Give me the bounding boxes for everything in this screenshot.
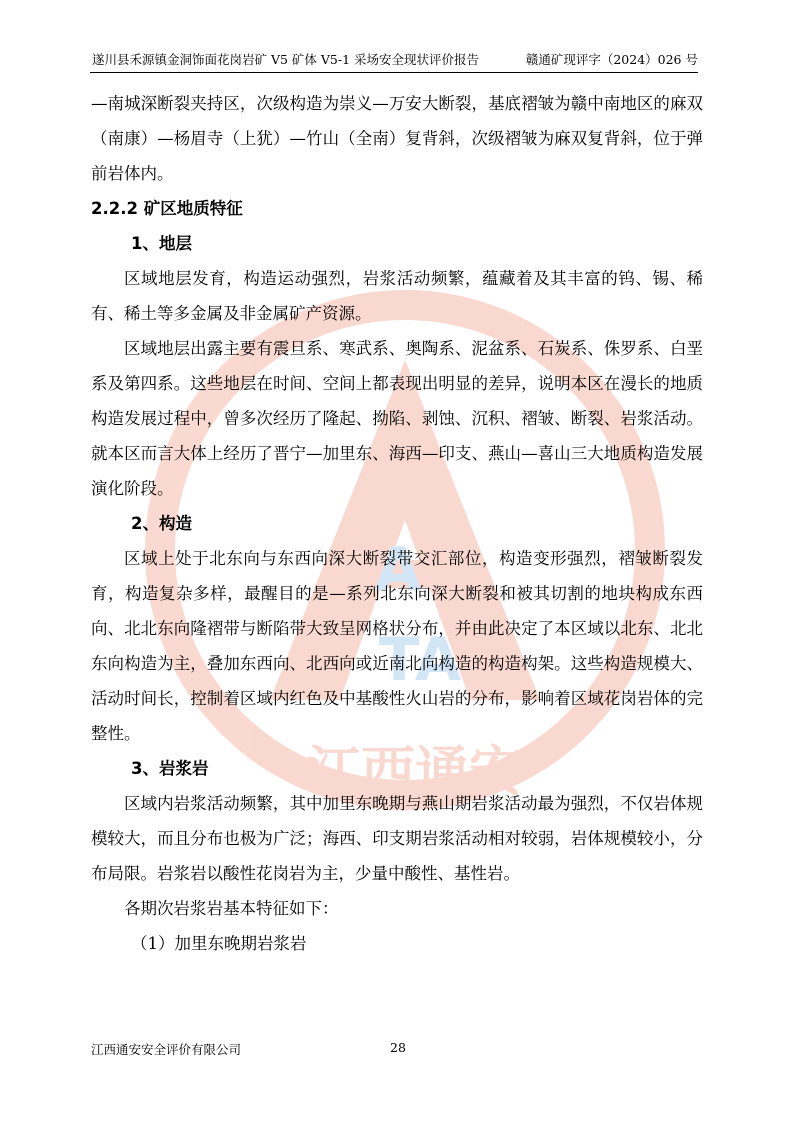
- paragraph-strata-2: 区域地层出露主要有震旦系、寒武系、奥陶系、泥盆系、石炭系、侏罗系、白垩系及第四系。这些地层在时间、空间上都表现出明显的差异，说明本区在漫长的地质构造发展过程中，曾多次经历了隆起、拗陷、剥蚀、沉积、褶皱、断裂、岩浆活动。就本区而言大体上经历了晋宁—加里东、海西—印支、燕山—喜山三大地质构造发展演化阶段。: [91, 339, 703, 498]
- paragraph-regional-structure: —南城深断裂夹持区，次级构造为崇义—万安大断裂，基底褶皱为赣中南地区的麻双（南康）—杨眉寺（上犹）—竹山（全南）复背斜，次级褶皱为麻双复背斜，位于弹前岩体内。: [91, 94, 703, 183]
- paragraph-magmatic-2: 各期次岩浆岩基本特征如下：: [124, 899, 339, 918]
- svg-text:TA: TA: [378, 625, 462, 695]
- subheading-structure: 2、构造: [131, 514, 192, 533]
- subitem-caledonian: （1）加里东晚期岩浆岩: [131, 934, 307, 953]
- svg-text:A: A: [374, 535, 422, 605]
- paragraph-structure: 区域上处于北东向与东西向深大断裂带交汇部位，构造变形强烈，褶皱断裂发育，构造复杂多样，最醒目的是—系列北东向深大断裂和被其切割的地块构成东西向、北北东向隆褶带与断陷带大致呈网格状分布，并由此决定了本区域以北东、北北东向构造为主，叠加东西向、北西向或近南北向构造的构造构架。这些构造规模大、活动时间长，控制着区域内红色及中基酸性火山岩的分布，影响着区域花岗岩体的完整性。: [91, 549, 703, 743]
- footer-company: 江西通安安全评价有限公司: [91, 1042, 242, 1057]
- page-number: 28: [390, 1040, 406, 1055]
- section-heading-mine-geology: 2.2.2 矿区地质特征: [91, 199, 243, 218]
- subheading-strata: 1、地层: [131, 234, 192, 253]
- page-header: [90, 52, 698, 73]
- paragraph-strata-1: 区域地层发育，构造运动强烈，岩浆活动频繁，蕴藏着及其丰富的钨、锡、稀有、稀土等多金属及非金属矿产资源。: [91, 269, 703, 323]
- subheading-magmatic-rock: 3、岩浆岩: [131, 759, 209, 778]
- header-report-title: 遂川县禾源镇金洞饰面花岗岩矿 V5 矿体 V5-1 采场安全现状评价报告: [92, 52, 480, 67]
- svg-text:江西通安: 江西通安: [307, 739, 523, 803]
- paragraph-magmatic-1: 区域内岩浆活动频繁，其中加里东晚期与燕山期岩浆活动最为强烈，不仅岩体规模较大，而且分布也极为广泛；海西、印支期岩浆活动相对较弱，岩体规模较小，分布局限。岩浆岩以酸性花岗岩为主，少量中酸性、基性岩。: [91, 794, 703, 883]
- header-report-number: 赣通矿现评字（2024）026 号: [525, 52, 698, 67]
- page-content: [91, 86, 703, 961]
